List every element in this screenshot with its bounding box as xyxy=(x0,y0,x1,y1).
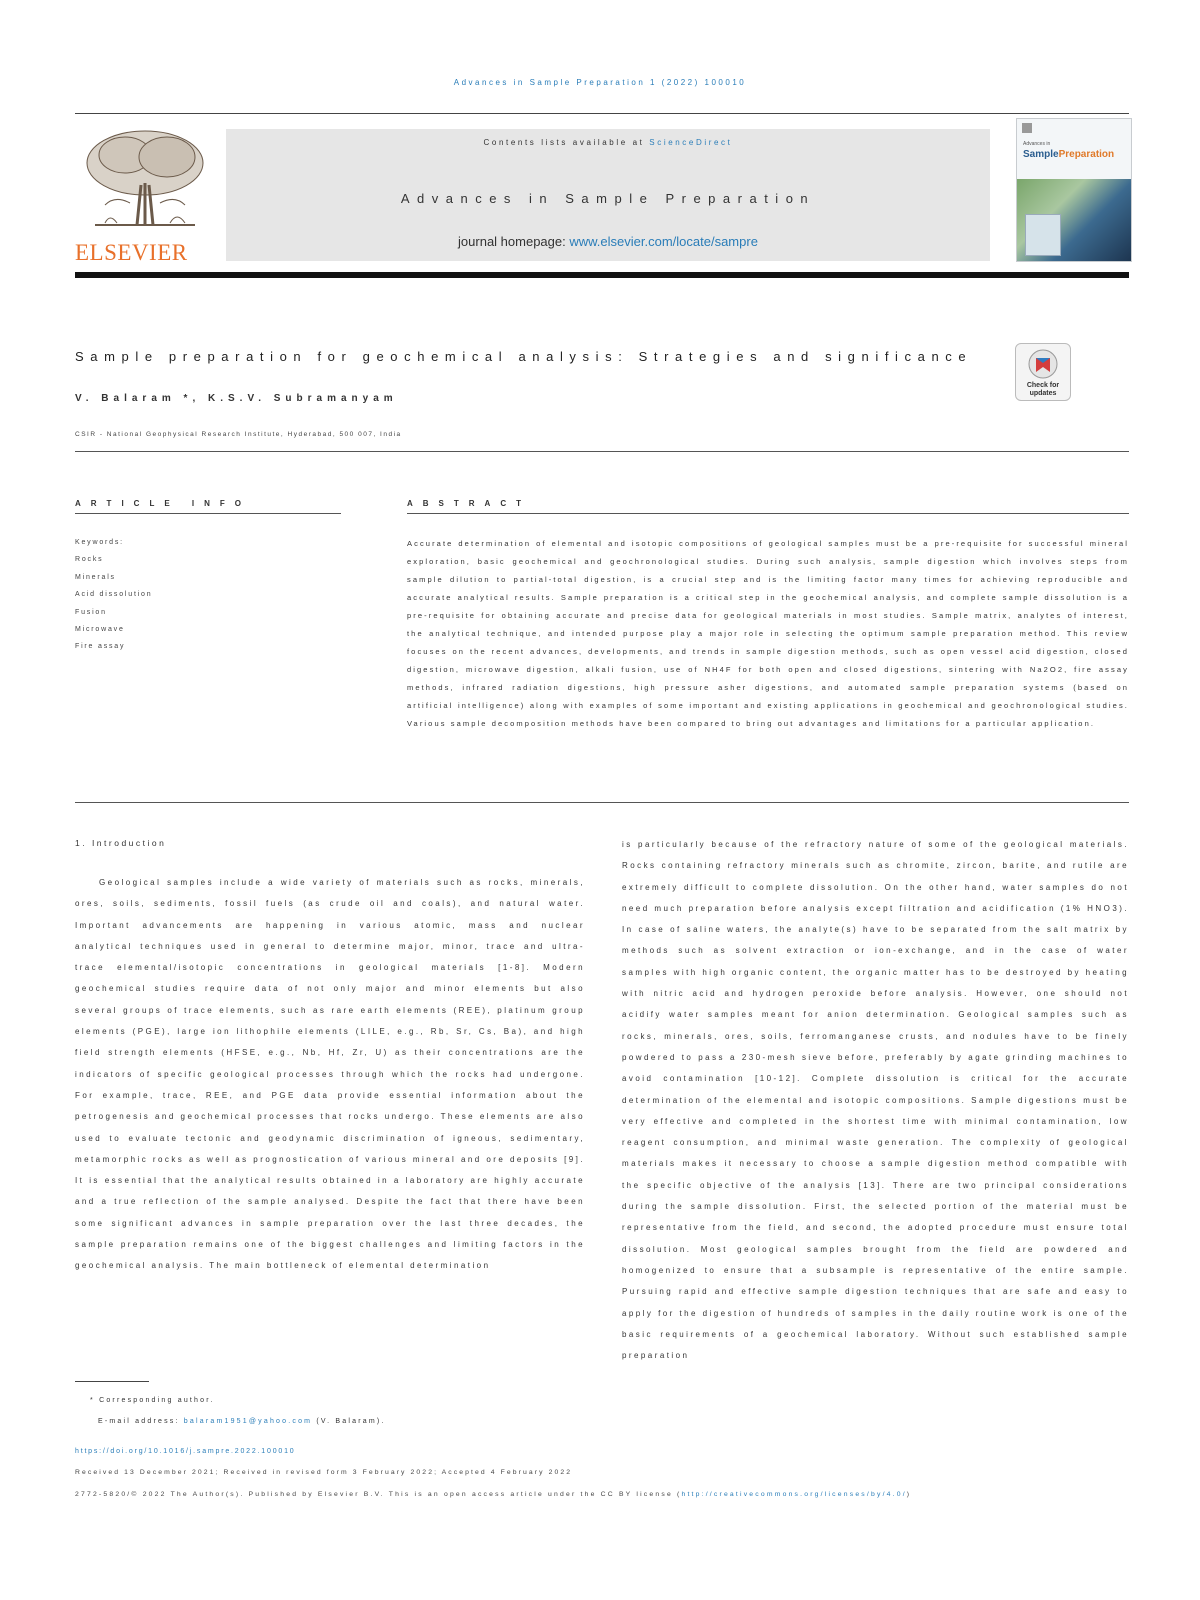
keyword-item: Fusion xyxy=(75,608,107,616)
footnotes xyxy=(90,1390,386,1432)
corresponding-author-note: * Corresponding author. xyxy=(90,1397,215,1404)
abstract-bottom-rule xyxy=(75,802,1129,803)
crossmark-icon xyxy=(1016,348,1070,382)
author-affiliation: CSIR - National Geophysical Research Institute, Hyderabad, 500 007, India xyxy=(75,431,402,438)
article-info-heading: ARTICLE INFO xyxy=(75,499,251,508)
license-link[interactable]: http://creativecommons.org/licenses/by/4.0/ xyxy=(681,1491,907,1498)
email-line xyxy=(90,1411,386,1432)
email-prefix: E-mail address: xyxy=(98,1418,184,1425)
keywords-label: Keywords: xyxy=(75,539,124,546)
keyword-item: Rocks xyxy=(75,556,104,564)
sciencedirect-link[interactable]: ScienceDirect xyxy=(649,138,733,147)
title-block-rule xyxy=(75,451,1129,452)
footnote-rule xyxy=(75,1381,149,1382)
article-info-rule xyxy=(75,513,341,514)
publisher-wordmark: ELSEVIER xyxy=(75,240,188,265)
abstract-heading: ABSTRACT xyxy=(407,499,531,508)
homepage-prefix: journal homepage: xyxy=(458,234,570,249)
cover-artwork-panel xyxy=(1025,214,1061,256)
cover-series: Advances in xyxy=(1023,141,1051,147)
license-prefix: 2772-5820/© 2022 The Author(s). Published by Elsevier B.V. This is an open access article under the CC BY license ( xyxy=(75,1491,682,1498)
cover-title-part-2: Preparation xyxy=(1058,149,1115,160)
keywords-list xyxy=(75,534,152,656)
abstract-body: Accurate determination of elemental and isotopic compositions of geological samples must be a pre-requisite for successful mineral exploration, basic geochemical and geochronological studies. During such analysis, sample digestion which involves steps from sample dilution to partial-total digestion, is a crucial step and is the limiting factor many times for achieving reproducible and accurate analytical results. Sample preparation is a critical step in the geochemical analysis, and complete sample dissolution is a pre-requisite for obtaining accurate and precise data for geological materials in most studies. Sample matrix, analytes of interest, the analytical technique, and intended purpose play a major role in selecting the optimum sample preparation method. This review focuses on the recent advances, developments, and trends in sample digestion methods, such as open vessel acid digestion, closed digestion, microwave digestion, alkali fusion, use of NH4F for both open and closed digestions, sintering with Na2O2, fire assay methods, infrared radiation digestions, high pressure asher digestions, and automated sample preparation systems (based on artificial intelligence) along with examples of some important and existing applications in geochemical and geochronological studies. Various sample decomposition methods have been compared to bring out advantages and limitations for a particular application. xyxy=(407,539,1129,728)
check-for-updates-badge[interactable] xyxy=(1015,343,1071,401)
journal-homepage-link[interactable]: www.elsevier.com/locate/sampre xyxy=(569,234,758,249)
body-column-right: is particularly because of the refractory nature of some of the geological materials. Rocks containing refractory minerals such as chromite, zircon, barite, and rutile are extremely difficult to complete dissolution. On the other hand, water samples do not need much preparation before analysis except filtration and acidification (1% HNO3). In case of saline waters, the analyte(s) have to be separated from the salt matrix by methods such as solvent extraction or ion-exchange, and in the case of water samples with high organic content, the organic matter has to be destroyed by heating with nitric acid and hydrogen peroxide before analysis. However, one should not acidify water samples meant for anion determination. Geological samples such as rocks, minerals, ores, soils, ferromanganese crusts, and nodules have to be finely powdered to pass a 230-mesh sieve before, preferably by agate grinding machines to avoid contamination [10-12]. Complete dissolution is critical for the accurate determination of the elemental and isotopic compositions. Sample digestions must be very effective and completed in the shortest time with minimal contamination, low reagent consumption, and minimal waste generation. The complexity of geological materials makes it necessary to choose a sample digestion method compatible with the specific objective of the analysis [13]. There are two principal considerations during the sample dissolution. First, the selected portion of the material must be representative from the field, and second, the adopted procedure must ensure total dissolution. Most geological samples brought from the field are powdered and homogenized to ensure that a subsample is representative of the entire sample. Pursuing rapid and effective sample digestion techniques that are safe and easy to apply for the digestion of hundreds of samples in the daily routine work is one of the basic requirements of a geochemical laboratory. Without such established sample preparation xyxy=(622,840,1129,1361)
journal-name: Advances in Sample Preparation xyxy=(400,191,816,206)
email-link[interactable]: balaram1951@yahoo.com xyxy=(183,1418,313,1425)
license-line xyxy=(75,1491,911,1498)
cover-title-part-1: Sample xyxy=(1023,149,1059,160)
elsevier-tree-logo-icon xyxy=(75,125,215,233)
received-dates: Received 13 December 2021; Received in revised form 3 February 2022; Accepted 4 February 2022 xyxy=(75,1469,573,1476)
header-top-rule xyxy=(75,113,1129,114)
keyword-item: Acid dissolution xyxy=(75,591,153,599)
crossmark-label: Check for updates xyxy=(1026,382,1060,397)
running-head[interactable]: Advances in Sample Preparation 1 (2022) 100010 xyxy=(453,78,747,87)
abstract-rule xyxy=(407,513,1129,514)
contents-prefix: Contents lists available at xyxy=(483,138,650,147)
keyword-item: Fire assay xyxy=(75,643,126,651)
license-suffix: ) xyxy=(906,1491,912,1498)
contents-available-line xyxy=(226,138,990,147)
cover-title xyxy=(1023,149,1114,160)
email-suffix: (V. Balaram). xyxy=(312,1418,386,1425)
journal-homepage-line xyxy=(226,234,990,249)
article-authors[interactable]: V. Balaram *, K.S.V. Subramanyam xyxy=(75,393,398,404)
section-heading-introduction: 1. Introduction xyxy=(75,838,167,848)
cover-publisher-mark xyxy=(1022,123,1032,133)
keyword-item: Minerals xyxy=(75,573,116,581)
elsevier-logo[interactable] xyxy=(75,125,215,265)
article-title: Sample preparation for geochemical analysis: Strategies and significance xyxy=(75,349,973,364)
journal-cover-image[interactable] xyxy=(1016,118,1132,262)
keyword-item: Microwave xyxy=(75,626,125,634)
header-thick-rule xyxy=(75,272,1129,278)
doi-link[interactable]: https://doi.org/10.1016/j.sampre.2022.100010 xyxy=(75,1448,296,1455)
body-column-left: Geological samples include a wide variety of materials such as rocks, minerals, ores, soils, sediments, fossil fuels (as crude oil and coals), and natural water. Important advancements are happening in various atomic, mass and nuclear analytical techniques used in general to determine major, minor, trace and ultra-trace elemental/isotopic concentrations in geological materials [1-8]. Modern geochemical studies require data of not only major and minor elements but also several groups of trace elements, such as rare earth elements (REE), platinum group elements (PGE), large ion lithophile elements (LILE, e.g., Rb, Sr, Cs, Ba), and high field strength elements (HFSE, e.g., Nb, Hf, Zr, U) as their concentrations are the indicators of specific geological processes through which the rocks had undergone. For example, trace, REE, and PGE data provide essential information about the petrogenesis and geochemical processes that rocks undergo. These elements are also used to evaluate tectonic and geodynamic discrimination of igneous, sedimentary, metamorphic rocks as well as prognostication of various mineral and ore deposits [9]. It is essential that the analytical results obtained in a laboratory are highly accurate and a true reflection of the sample analysed. Despite the fact that there have been some significant advances in sample preparation over the last three decades, the sample preparation remains one of the biggest challenges and limiting factors in the geochemical analysis. The main bottleneck of elemental determination xyxy=(75,878,585,1271)
journal-header-band xyxy=(226,129,990,261)
